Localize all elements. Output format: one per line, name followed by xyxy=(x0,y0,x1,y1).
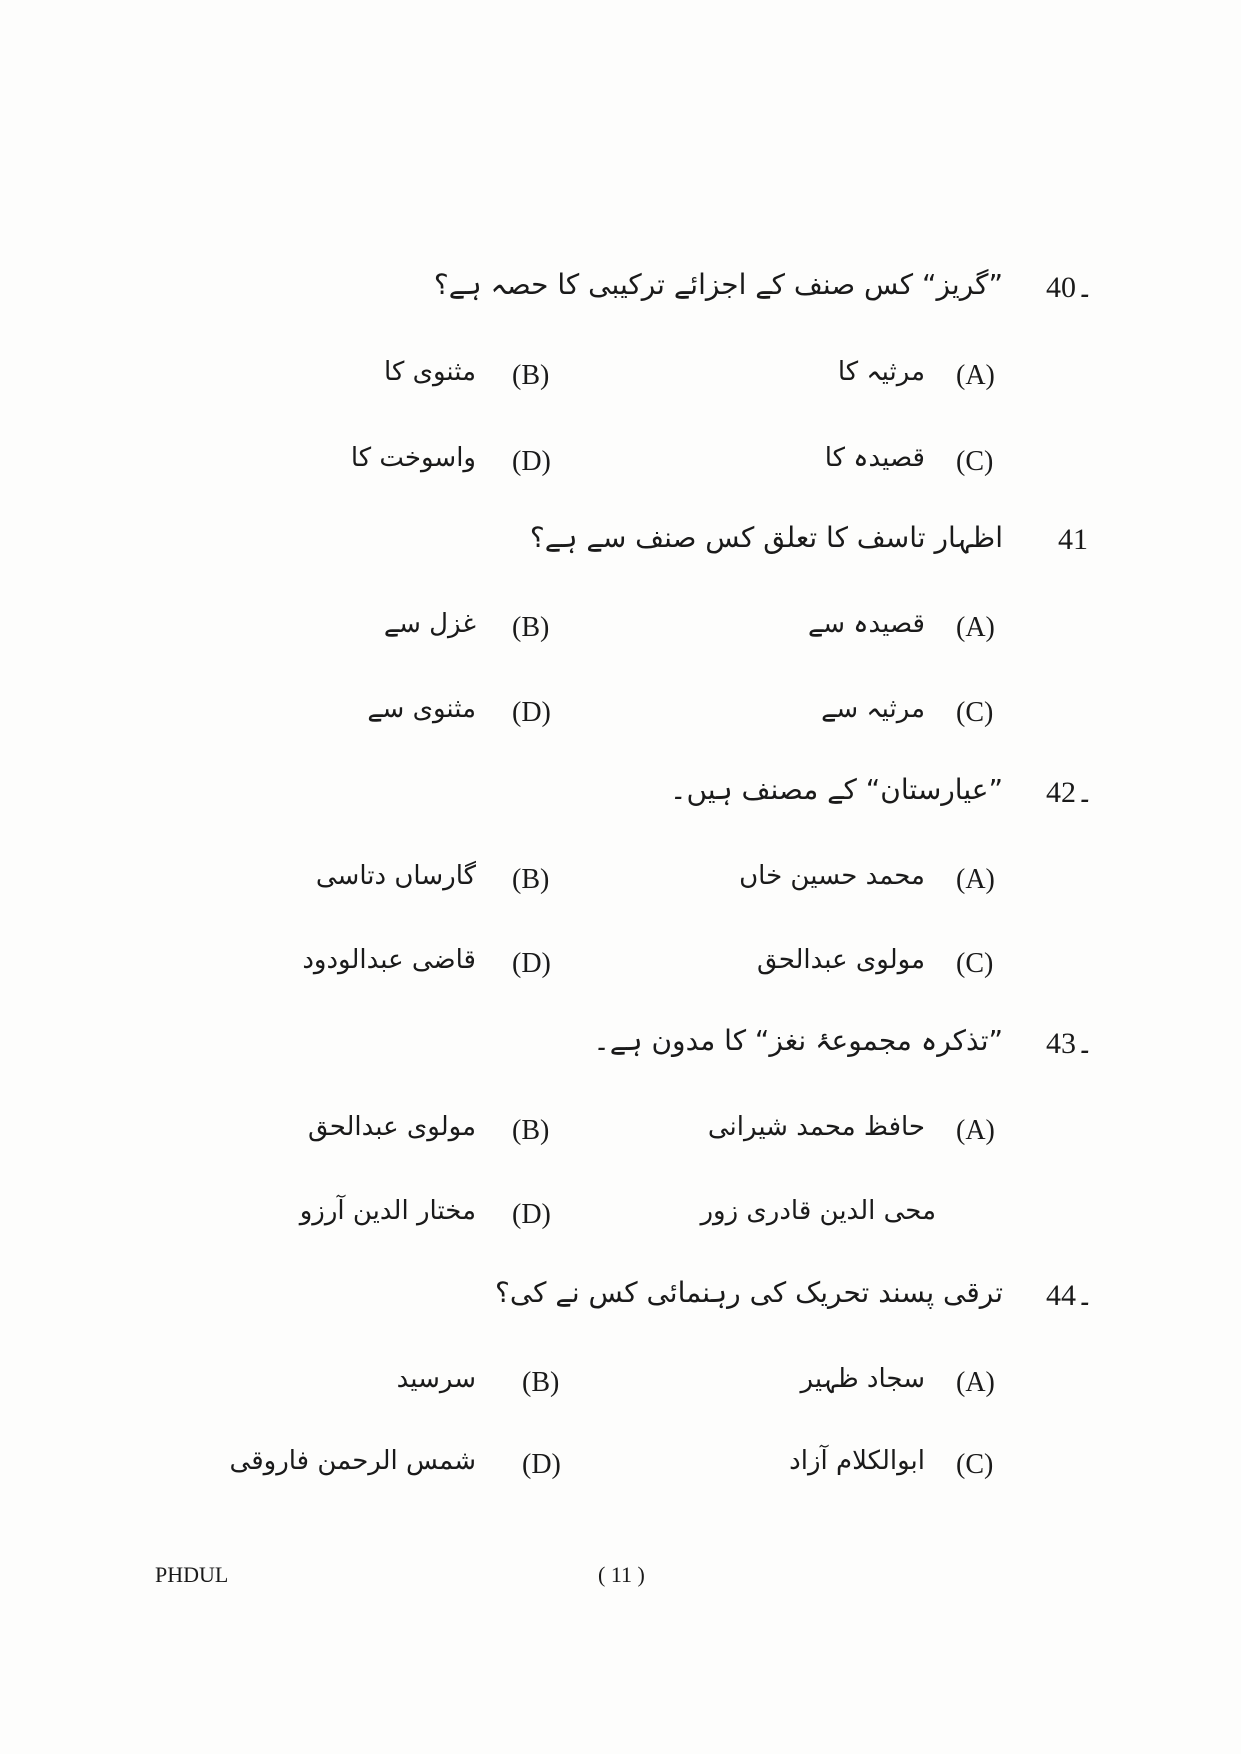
option-text-b: غزل سے xyxy=(383,609,476,639)
option-letter-c: (C) xyxy=(956,446,994,477)
option-text-a: مرثیہ کا xyxy=(837,357,925,387)
option-letter-c: (C) xyxy=(956,948,994,979)
question-number: 40۔ xyxy=(1046,271,1094,304)
question-text: اظہار تاسف کا تعلق کس صنف سے ہے؟ xyxy=(529,521,1003,554)
option-letter-d: (D) xyxy=(512,948,551,979)
option-letter-b: (B) xyxy=(512,360,550,391)
option-letter-c: (C) xyxy=(956,697,994,728)
option-text-c: ابوالکلام آزاد xyxy=(789,1446,925,1476)
option-text-a: حافظ محمد شیرانی xyxy=(707,1112,925,1142)
option-text-b: گارساں دتاسی xyxy=(315,861,476,891)
option-text-d: واسوخت کا xyxy=(350,443,476,473)
option-letter-d: (D) xyxy=(522,1449,561,1480)
option-letter-d: (D) xyxy=(512,697,551,728)
option-text-d: شمس الرحمن فاروقی xyxy=(229,1446,476,1476)
question-number: 44۔ xyxy=(1046,1279,1094,1312)
option-text-d: مختار الدین آرزو xyxy=(299,1196,476,1226)
option-text-b: مولوی عبدالحق xyxy=(308,1112,476,1142)
option-text-a: قصیدہ سے xyxy=(808,609,925,639)
question-text: ”تذکرہ مجموعۂ نغز“ کا مدون ہے۔ xyxy=(593,1024,1003,1057)
question-number: 42۔ xyxy=(1046,776,1094,809)
option-text-d: قاضی عبدالودود xyxy=(302,945,476,975)
option-letter-b: (B) xyxy=(522,1367,560,1398)
option-letter-a: (A) xyxy=(956,612,995,643)
option-letter-a: (A) xyxy=(956,864,995,895)
option-letter-a: (A) xyxy=(956,1367,995,1398)
option-text-a: سجاد ظہیر xyxy=(800,1364,925,1394)
question-number: 43۔ xyxy=(1046,1027,1094,1060)
option-letter-b: (B) xyxy=(512,1115,550,1146)
question-text: ”عیارستان“ کے مصنف ہیں۔ xyxy=(670,773,1003,806)
option-letter-a: (A) xyxy=(956,360,995,391)
question-text: ترقی پسند تحریک کی رہنمائی کس نے کی؟ xyxy=(494,1276,1003,1309)
option-letter-b: (B) xyxy=(512,612,550,643)
option-text-c: قصیدہ کا xyxy=(824,443,925,473)
option-letter-d: (D) xyxy=(512,1199,551,1230)
paper-code: PHDUL xyxy=(155,1562,229,1587)
question-text: ”گریز“ کس صنف کے اجزائے ترکیبی کا حصہ ہے؟ xyxy=(433,268,1003,301)
option-letter-d: (D) xyxy=(512,446,551,477)
option-text-d: مثنوی سے xyxy=(367,694,476,724)
option-text-a: محمد حسین خاں xyxy=(739,861,925,891)
option-text-c: مولوی عبدالحق xyxy=(757,945,925,975)
option-letter-a: (A) xyxy=(956,1115,995,1146)
option-letter-b: (B) xyxy=(512,864,550,895)
option-text-b: سرسید xyxy=(396,1364,476,1394)
question-number: 41 xyxy=(1058,523,1088,556)
option-text-c: محی الدین قادری زور xyxy=(700,1196,936,1226)
option-text-b: مثنوی کا xyxy=(384,357,476,387)
option-text-c: مرثیہ سے xyxy=(821,694,925,724)
page-number: ( 11 ) xyxy=(598,1562,645,1587)
option-letter-c: (C) xyxy=(956,1449,994,1480)
